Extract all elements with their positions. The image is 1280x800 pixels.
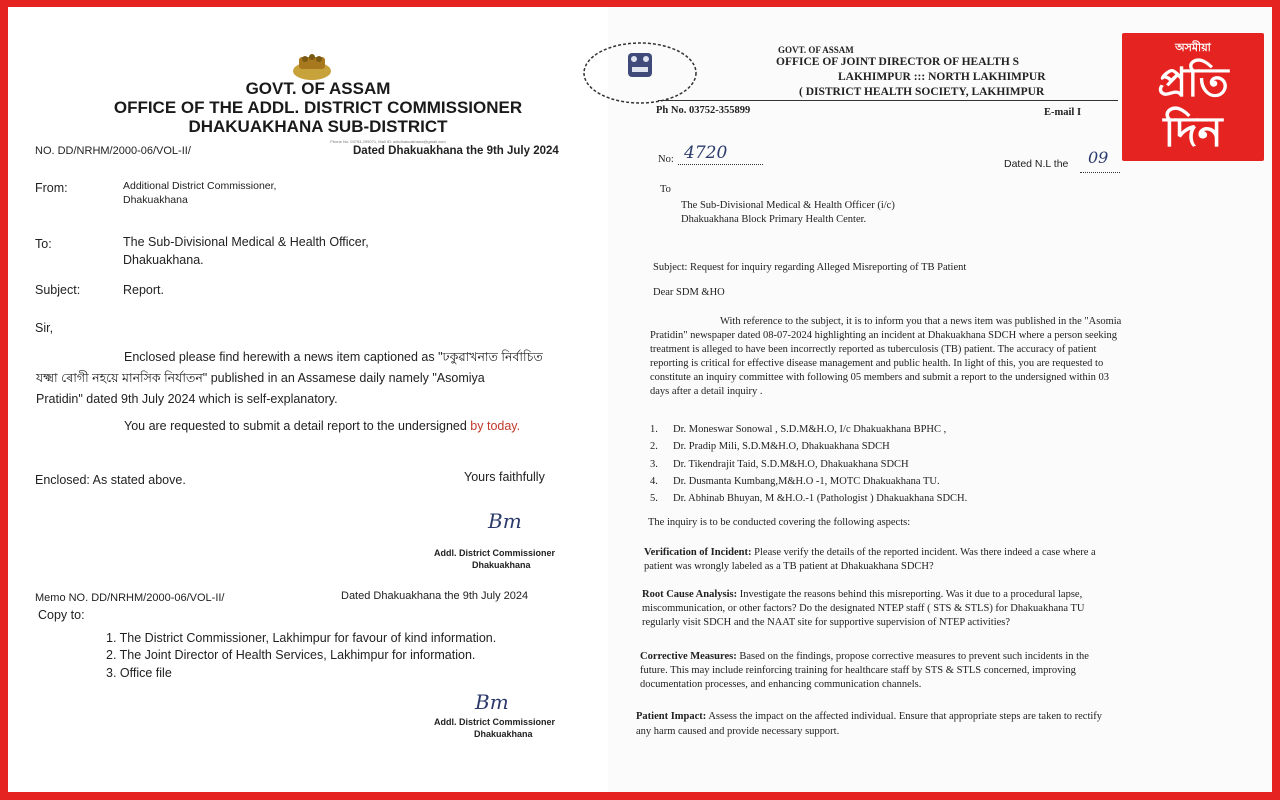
member-num-2: 2. — [650, 441, 658, 452]
root-title: Root Cause Analysis: — [642, 589, 738, 600]
closing: Yours faithfully — [464, 470, 545, 484]
copy-item-2: 2. The Joint Director of Health Services, Lakhimpur for information. — [106, 648, 476, 662]
copy-to-label: Copy to: — [38, 608, 85, 622]
root-text1: Investigate the reasons behind this misreporting. Was it due to a procedural lapse, — [737, 589, 1083, 600]
body-line2: Pratidin" newspaper dated 08-07-2024 highlighting an incident at Dhakuakhana SDCH where a person seeking — [650, 330, 1118, 341]
to-line2: Dhakuakhana. — [123, 253, 204, 267]
body-line1: With reference to the subject, it is to inform you that a news item was published in the "Asomia — [720, 316, 1122, 327]
logo-line2: দিন — [1163, 107, 1223, 156]
letter-date: Dated Dhakuakhana the 9th July 2024 — [353, 145, 559, 157]
verification-title: Verification of Incident: — [644, 547, 752, 558]
salutation: Sir, — [35, 321, 54, 335]
verification-line2: patient was wrongly labeled as a TB patient at Dhakuakhana SDCH? — [644, 561, 934, 572]
corrective-title: Corrective Measures: — [640, 651, 737, 662]
corrective-line2: future. This may include reinforcing training for healthcare staff by STS & STLS concerned, improving — [640, 665, 1076, 676]
member-num-5: 5. — [650, 493, 658, 504]
header-society: ( DISTRICT HEALTH SOCIETY, LAKHIMPUR — [799, 86, 1045, 98]
body-line6: days after a detail inquiry . — [650, 386, 763, 397]
document-frame — [8, 7, 1272, 792]
subject-line: Subject: Request for inquiry regarding Alleged Misreporting of TB Patient — [653, 262, 967, 273]
body-line2: যক্ষ্মা ৰোগী নহয়ে মানসিক নিৰ্যাতন" published in an Assamese daily namely "Asomiya — [36, 371, 485, 385]
emblem-icon — [291, 51, 333, 81]
logo-line1: প্ৰতি — [1157, 60, 1229, 106]
from-line2: Dhakuakhana — [123, 194, 188, 206]
member-4: Dr. Dusmanta Kumbang,M&H.O -1, MOTC Dhakuakhana TU. — [673, 476, 940, 487]
to-label: To — [660, 184, 671, 195]
header-phone: Ph No. 03752-355899 — [656, 105, 751, 116]
letter-no-line — [678, 164, 763, 165]
request-line — [124, 416, 564, 437]
header-office: OFFICE OF JOINT DIRECTOR OF HEALTH S — [776, 56, 1020, 68]
verification-line1 — [644, 546, 1234, 560]
ref-number: NO. DD/NRHM/2000-06/VOL-II/ — [35, 145, 191, 157]
signatory-1-place: Dhakuakhana — [472, 560, 531, 570]
signatory-1-title: Addl. District Commissioner — [434, 548, 556, 558]
salutation: Dear SDM &HO — [653, 287, 725, 298]
member-num-1: 1. — [650, 424, 658, 435]
impact-line2: any harm caused and provide necessary support. — [636, 726, 840, 737]
root-line3: regularly visit SDCH and the NAAT site for supportive supervision of NTEP activities? — [642, 617, 1011, 628]
to-line1: The Sub-Divisional Medical & Health Officer (i/c) — [681, 200, 895, 211]
verification-text1: Please verify the details of the reported incident. Was there indeed a case where a — [751, 547, 1096, 558]
copy-item-3: 3. Office file — [106, 666, 172, 680]
impact-line1 — [636, 710, 1226, 724]
from-label: From: — [35, 181, 68, 195]
from-line1: Additional District Commissioner, — [123, 180, 277, 192]
header-contact: Phone No. 03753-299071, Mail ID: adcdhakuakhana@gmail.com — [330, 139, 446, 144]
header-city: LAKHIMPUR ::: NORTH LAKHIMPUR — [838, 71, 1046, 83]
body-line3: treatment is alleged to have been incorrectly reported as tuberculosis (TB) patient. The accuracy of patient — [650, 344, 1097, 355]
body-line4: reporting is critical for effective disease management and public health. In light of this, you are requested to — [650, 358, 1104, 369]
corrective-text1: Based on the findings, propose corrective measures to prevent such incidents in the — [736, 651, 1089, 662]
header-subdistrict: DHAKUAKHANA SUB-DISTRICT — [188, 117, 448, 136]
corrective-line3: documentation processes, and enhancing communication channels. — [640, 679, 922, 690]
member-5: Dr. Abhinab Bhuyan, M &H.O.-1 (Pathologist ) Dhakuakhana SDCH. — [673, 493, 968, 504]
body-line1: Enclosed please find herewith a news item captioned as "ঢকুৱাখনাত নিৰ্বাচিত — [124, 350, 543, 364]
dated-line — [1080, 172, 1120, 173]
to-line2: Dhakuakhana Block Primary Health Center. — [681, 214, 867, 225]
memo-number: Memo NO. DD/NRHM/2000-06/VOL-II/ — [35, 592, 225, 604]
root-line1 — [642, 588, 1232, 602]
memo-date: Dated Dhakuakhana the 9th July 2024 — [341, 590, 529, 602]
adc-letter — [8, 7, 618, 792]
member-2: Dr. Pradip Mili, S.D.M&H.O, Dhakuakhana SDCH — [673, 441, 890, 452]
copy-item-1: 1. The District Commissioner, Lakhimpur for favour of kind information. — [106, 631, 497, 645]
to-label: To: — [35, 237, 52, 251]
signature-1: Bm — [488, 509, 522, 533]
signatory-2-title: Addl. District Commissioner — [434, 717, 556, 727]
body-line5: constitute an inquiry committee with following 05 members and submit a report to the undersigned within 03 — [650, 372, 1110, 383]
letter-no-label: No: — [658, 154, 674, 165]
signatory-2-place: Dhakuakhana — [474, 729, 533, 739]
enclosed-note: Enclosed: As stated above. — [35, 473, 186, 487]
subject-label: Subject: — [35, 283, 81, 297]
dated-label: Dated N.L the — [1004, 158, 1069, 170]
request-text: You are requested to submit a detail report to the undersigned — [124, 419, 471, 433]
pratidin-logo — [1122, 33, 1264, 161]
impact-title: Patient Impact: — [636, 711, 707, 722]
member-1: Dr. Moneswar Sonowal , S.D.M&H.O, I/c Dhakuakhana BPHC , — [673, 424, 947, 435]
header-divider — [658, 100, 1118, 101]
header-office: OFFICE OF THE ADDL. DISTRICT COMMISSIONER — [113, 98, 523, 117]
member-num-4: 4. — [650, 476, 658, 487]
logo-top-text: অসমীয়া — [1175, 42, 1211, 54]
corrective-line1 — [640, 650, 1230, 664]
signature-2: Bm — [475, 690, 509, 714]
header-govt: GOVT. OF ASSAM — [245, 79, 391, 98]
letter-no-value: 4720 — [684, 143, 728, 163]
member-num-3: 3. — [650, 459, 658, 470]
header-govt: GOVT. OF ASSAM — [778, 45, 854, 55]
request-deadline: by today. — [470, 419, 521, 433]
header-email: E-mail I — [1044, 107, 1082, 118]
impact-text1: Assess the impact on the affected individual. Ensure that appropriate steps are taken to rectify — [706, 711, 1103, 722]
dated-value: 09 — [1088, 148, 1109, 167]
to-line1: The Sub-Divisional Medical & Health Officer, — [123, 235, 369, 249]
subject-text: Report. — [123, 283, 164, 297]
member-3: Dr. Tikendrajit Taid, S.D.M&H.O, Dhakuakhana SDCH — [673, 459, 909, 470]
root-line2: miscommunication, or other factors? Do the designated NTEP staff ( STS & STLS) for Dhakuakhana TU — [642, 603, 1085, 614]
body-line3: Pratidin" dated 9th July 2024 which is self-explanatory. — [36, 392, 338, 406]
aspects-intro: The inquiry is to be conducted covering the following aspects: — [648, 517, 911, 528]
